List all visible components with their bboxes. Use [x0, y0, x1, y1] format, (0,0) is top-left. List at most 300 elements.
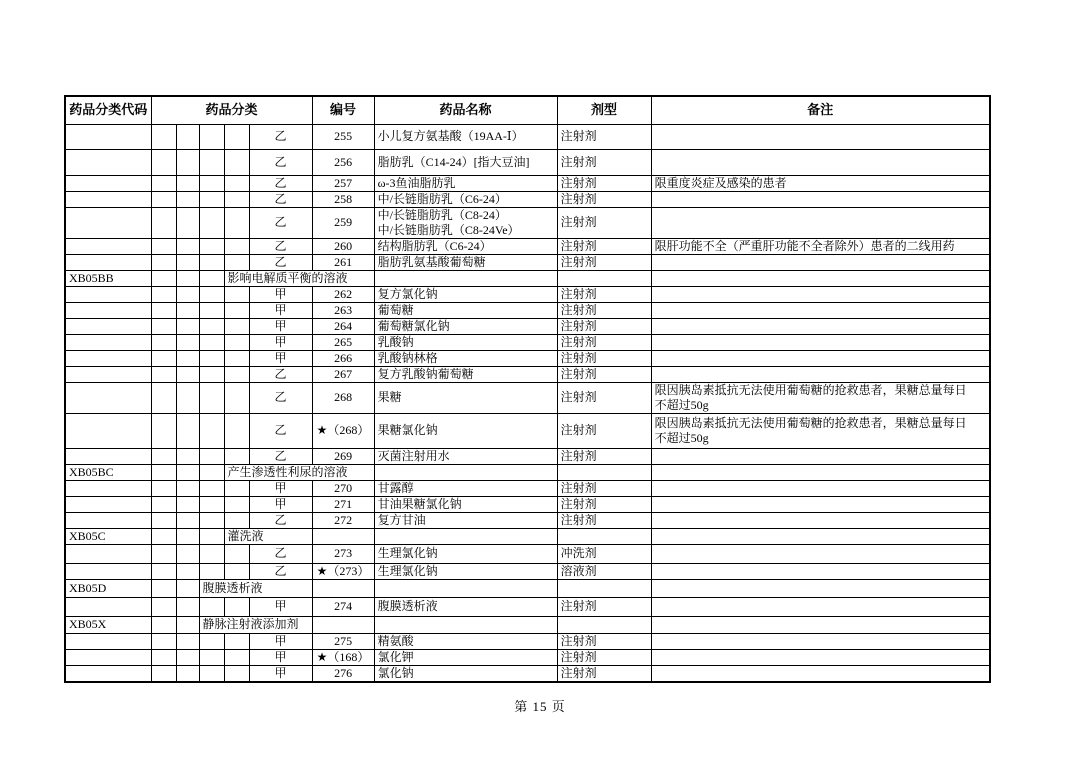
category-label-cell: 腹膜透析液: [199, 579, 312, 597]
indent-cell: [151, 238, 176, 254]
drug-row: [65, 366, 990, 382]
drug-row: [65, 512, 990, 528]
indent-cell: [151, 633, 176, 649]
drug-row: [65, 318, 990, 334]
indent-cell: [224, 597, 249, 616]
page-number: 第 15 页: [514, 699, 566, 714]
drug-row: [65, 302, 990, 318]
indent-cell: [224, 254, 249, 270]
name-cell: 果糖: [374, 382, 557, 413]
name-cell: 生理氯化钠: [374, 563, 557, 579]
indent-cell: [151, 350, 176, 366]
form-cell: 注射剂: [557, 496, 651, 512]
name-cell: 生理氯化钠: [374, 544, 557, 563]
indent-cell: [199, 512, 224, 528]
indent-cell: [176, 464, 199, 480]
code-cell: [65, 382, 151, 413]
category-row: [65, 270, 990, 286]
class-cell: 甲: [249, 286, 312, 302]
name-cell: [374, 579, 557, 597]
code-cell: [65, 191, 151, 207]
class-cell: 乙: [249, 563, 312, 579]
remark-cell: 限因胰岛素抵抗无法使用葡萄糖的抢救患者，果糖总量每日 不超过50g: [651, 413, 990, 448]
code-cell: [65, 448, 151, 464]
class-cell: 甲: [249, 302, 312, 318]
indent-cell: [151, 413, 176, 448]
number-cell: [312, 579, 374, 597]
class-cell: 甲: [249, 597, 312, 616]
name-cell: 葡萄糖氯化钠: [374, 318, 557, 334]
indent-cell: [176, 649, 199, 665]
indent-cell: [151, 597, 176, 616]
indent-cell: [199, 207, 224, 238]
form-cell: 注射剂: [557, 597, 651, 616]
class-cell: 乙: [249, 207, 312, 238]
class-cell: 乙: [249, 413, 312, 448]
indent-cell: [224, 448, 249, 464]
form-cell: [557, 579, 651, 597]
indent-cell: [151, 366, 176, 382]
header-form: 剂型: [557, 96, 651, 124]
form-cell: 注射剂: [557, 254, 651, 270]
indent-cell: [199, 633, 224, 649]
form-cell: [557, 270, 651, 286]
drug-row: [65, 544, 990, 563]
remark-cell: [651, 633, 990, 649]
header-number: 编号: [312, 96, 374, 124]
indent-cell: [224, 124, 249, 149]
name-cell: 氯化钠: [374, 665, 557, 682]
indent-cell: [224, 149, 249, 175]
indent-cell: [151, 563, 176, 579]
class-cell: 甲: [249, 350, 312, 366]
remark-cell: [651, 649, 990, 665]
category-row: [65, 528, 990, 544]
indent-cell: [151, 616, 176, 633]
form-cell: [557, 528, 651, 544]
category-row: [65, 579, 990, 597]
indent-cell: [151, 480, 176, 496]
name-cell: 中/长链脂肪乳（C6-24）: [374, 191, 557, 207]
indent-cell: [224, 544, 249, 563]
indent-cell: [176, 318, 199, 334]
code-cell: [65, 597, 151, 616]
indent-cell: [176, 597, 199, 616]
indent-cell: [199, 191, 224, 207]
indent-cell: [176, 350, 199, 366]
remark-cell: [651, 149, 990, 175]
indent-cell: [151, 334, 176, 350]
indent-cell: [176, 334, 199, 350]
class-cell: 乙: [249, 124, 312, 149]
indent-cell: [151, 149, 176, 175]
number-cell: 257: [312, 175, 374, 191]
number-cell: 260: [312, 238, 374, 254]
indent-cell: [176, 496, 199, 512]
remark-cell: [651, 191, 990, 207]
indent-cell: [151, 382, 176, 413]
indent-cell: [199, 597, 224, 616]
remark-cell: [651, 528, 990, 544]
drug-row: [65, 175, 990, 191]
indent-cell: [199, 480, 224, 496]
form-cell: 注射剂: [557, 366, 651, 382]
drug-row: [65, 496, 990, 512]
indent-cell: [176, 563, 199, 579]
form-cell: [557, 616, 651, 633]
indent-cell: [176, 665, 199, 682]
category-label-cell: 产生渗透性利尿的溶液: [224, 464, 374, 480]
drug-row: [65, 191, 990, 207]
drug-row: [65, 124, 990, 149]
remark-cell: [651, 207, 990, 238]
indent-cell: [151, 286, 176, 302]
indent-cell: [199, 270, 224, 286]
indent-cell: [199, 563, 224, 579]
remark-cell: [651, 270, 990, 286]
class-cell: 乙: [249, 544, 312, 563]
name-cell: 甘露醇: [374, 480, 557, 496]
name-cell: 复方甘油: [374, 512, 557, 528]
form-cell: 冲洗剂: [557, 544, 651, 563]
class-cell: 乙: [249, 366, 312, 382]
name-cell: 中/长链脂肪乳（C8-24） 中/长链脂肪乳（C8-24Ve）: [374, 207, 557, 238]
code-cell: XB05X: [65, 616, 151, 633]
drug-row: [65, 382, 990, 413]
indent-cell: [224, 366, 249, 382]
number-cell: ★（273）: [312, 563, 374, 579]
indent-cell: [224, 286, 249, 302]
form-cell: 注射剂: [557, 334, 651, 350]
remark-cell: [651, 616, 990, 633]
indent-cell: [151, 512, 176, 528]
drug-row: [65, 254, 990, 270]
code-cell: [65, 175, 151, 191]
indent-cell: [199, 334, 224, 350]
indent-cell: [224, 207, 249, 238]
name-cell: 腹膜透析液: [374, 597, 557, 616]
indent-cell: [224, 480, 249, 496]
remark-cell: 限重度炎症及感染的患者: [651, 175, 990, 191]
indent-cell: [151, 544, 176, 563]
class-cell: 甲: [249, 496, 312, 512]
indent-cell: [176, 149, 199, 175]
number-cell: 255: [312, 124, 374, 149]
drug-catalog-table: [64, 95, 991, 683]
form-cell: 注射剂: [557, 633, 651, 649]
drug-row: [65, 207, 990, 238]
indent-cell: [176, 616, 199, 633]
number-cell: 268: [312, 382, 374, 413]
remark-cell: [651, 512, 990, 528]
number-cell: 258: [312, 191, 374, 207]
form-cell: 注射剂: [557, 124, 651, 149]
indent-cell: [199, 302, 224, 318]
indent-cell: [224, 334, 249, 350]
form-cell: 注射剂: [557, 149, 651, 175]
form-cell: 注射剂: [557, 480, 651, 496]
number-cell: 259: [312, 207, 374, 238]
class-cell: 乙: [249, 238, 312, 254]
indent-cell: [176, 302, 199, 318]
class-cell: 甲: [249, 334, 312, 350]
indent-cell: [199, 318, 224, 334]
drug-row: [65, 350, 990, 366]
indent-cell: [151, 175, 176, 191]
code-cell: [65, 366, 151, 382]
indent-cell: [151, 665, 176, 682]
code-cell: [65, 633, 151, 649]
code-cell: [65, 512, 151, 528]
name-cell: 结构脂肪乳（C6-24）: [374, 238, 557, 254]
remark-cell: [651, 544, 990, 563]
class-cell: 乙: [249, 512, 312, 528]
code-cell: [65, 350, 151, 366]
number-cell: 276: [312, 665, 374, 682]
indent-cell: [199, 175, 224, 191]
remark-cell: [651, 366, 990, 382]
remark-cell: [651, 254, 990, 270]
form-cell: 溶液剂: [557, 563, 651, 579]
table-header: [65, 96, 990, 124]
indent-cell: [151, 496, 176, 512]
indent-cell: [151, 579, 176, 597]
drug-row: [65, 665, 990, 682]
indent-cell: [176, 124, 199, 149]
drug-row: [65, 649, 990, 665]
code-cell: [65, 480, 151, 496]
remark-cell: [651, 302, 990, 318]
indent-cell: [224, 413, 249, 448]
indent-cell: [176, 382, 199, 413]
indent-cell: [151, 464, 176, 480]
drug-row: [65, 149, 990, 175]
remark-cell: [651, 448, 990, 464]
indent-cell: [176, 254, 199, 270]
number-cell: 272: [312, 512, 374, 528]
indent-cell: [176, 286, 199, 302]
number-cell: 261: [312, 254, 374, 270]
indent-cell: [151, 207, 176, 238]
drug-row: [65, 448, 990, 464]
code-cell: [65, 238, 151, 254]
form-cell: 注射剂: [557, 350, 651, 366]
code-cell: [65, 665, 151, 682]
form-cell: 注射剂: [557, 207, 651, 238]
indent-cell: [176, 480, 199, 496]
number-cell: 270: [312, 480, 374, 496]
indent-cell: [224, 382, 249, 413]
class-cell: 乙: [249, 382, 312, 413]
category-label-cell: 静脉注射液添加剂: [199, 616, 312, 633]
number-cell: 262: [312, 286, 374, 302]
drug-row: [65, 633, 990, 649]
remark-cell: [651, 665, 990, 682]
drug-row: [65, 286, 990, 302]
indent-cell: [224, 649, 249, 665]
indent-cell: [199, 366, 224, 382]
indent-cell: [176, 207, 199, 238]
name-cell: [374, 270, 557, 286]
class-cell: 乙: [249, 448, 312, 464]
number-cell: ★（168）: [312, 649, 374, 665]
indent-cell: [224, 496, 249, 512]
indent-cell: [224, 191, 249, 207]
code-cell: [65, 496, 151, 512]
indent-cell: [224, 633, 249, 649]
indent-cell: [224, 563, 249, 579]
code-cell: [65, 544, 151, 563]
class-cell: 乙: [249, 191, 312, 207]
indent-cell: [199, 382, 224, 413]
indent-cell: [151, 124, 176, 149]
indent-cell: [199, 286, 224, 302]
class-cell: 甲: [249, 318, 312, 334]
class-cell: 乙: [249, 175, 312, 191]
drug-row: [65, 480, 990, 496]
form-cell: 注射剂: [557, 191, 651, 207]
remark-cell: [651, 579, 990, 597]
indent-cell: [176, 528, 199, 544]
name-cell: 甘油果糖氯化钠: [374, 496, 557, 512]
number-cell: [312, 616, 374, 633]
remark-cell: [651, 286, 990, 302]
header-category: 药品分类: [151, 96, 312, 124]
indent-cell: [199, 649, 224, 665]
code-cell: XB05D: [65, 579, 151, 597]
indent-cell: [151, 649, 176, 665]
name-cell: 灭菌注射用水: [374, 448, 557, 464]
indent-cell: [199, 544, 224, 563]
indent-cell: [176, 512, 199, 528]
indent-cell: [199, 254, 224, 270]
number-cell: ★（268）: [312, 413, 374, 448]
code-cell: [65, 563, 151, 579]
indent-cell: [199, 124, 224, 149]
indent-cell: [176, 191, 199, 207]
number-cell: 266: [312, 350, 374, 366]
indent-cell: [151, 318, 176, 334]
indent-cell: [199, 350, 224, 366]
name-cell: [374, 528, 557, 544]
header-remark: 备注: [651, 96, 990, 124]
indent-cell: [176, 175, 199, 191]
form-cell: 注射剂: [557, 382, 651, 413]
form-cell: 注射剂: [557, 318, 651, 334]
number-cell: 274: [312, 597, 374, 616]
indent-cell: [224, 318, 249, 334]
remark-cell: 限因胰岛素抵抗无法使用葡萄糖的抢救患者，果糖总量每日 不超过50g: [651, 382, 990, 413]
indent-cell: [176, 413, 199, 448]
remark-cell: [651, 318, 990, 334]
name-cell: [374, 616, 557, 633]
name-cell: 精氨酸: [374, 633, 557, 649]
code-cell: [65, 302, 151, 318]
number-cell: 263: [312, 302, 374, 318]
code-cell: XB05BB: [65, 270, 151, 286]
remark-cell: 限肝功能不全（严重肝功能不全者除外）患者的二线用药: [651, 238, 990, 254]
indent-cell: [199, 448, 224, 464]
code-cell: [65, 124, 151, 149]
name-cell: 葡萄糖: [374, 302, 557, 318]
code-cell: [65, 334, 151, 350]
name-cell: 果糖氯化钠: [374, 413, 557, 448]
remark-cell: [651, 480, 990, 496]
class-cell: 乙: [249, 149, 312, 175]
category-row: [65, 464, 990, 480]
class-cell: 甲: [249, 649, 312, 665]
code-cell: [65, 318, 151, 334]
name-cell: 小儿复方氨基酸（19AA-Ⅰ）: [374, 124, 557, 149]
form-cell: 注射剂: [557, 286, 651, 302]
drug-row: [65, 238, 990, 254]
name-cell: 复方乳酸钠葡萄糖: [374, 366, 557, 382]
number-cell: 265: [312, 334, 374, 350]
indent-cell: [151, 254, 176, 270]
table-body: [65, 124, 990, 682]
header-name: 药品名称: [374, 96, 557, 124]
name-cell: 乳酸钠: [374, 334, 557, 350]
remark-cell: [651, 496, 990, 512]
drug-row: [65, 334, 990, 350]
indent-cell: [224, 238, 249, 254]
number-cell: 273: [312, 544, 374, 563]
header-code: 药品分类代码: [65, 96, 151, 124]
form-cell: 注射剂: [557, 649, 651, 665]
drug-row: [65, 413, 990, 448]
indent-cell: [199, 149, 224, 175]
name-cell: 乳酸钠林格: [374, 350, 557, 366]
code-cell: [65, 149, 151, 175]
form-cell: 注射剂: [557, 302, 651, 318]
number-cell: 275: [312, 633, 374, 649]
form-cell: 注射剂: [557, 665, 651, 682]
indent-cell: [151, 270, 176, 286]
name-cell: 脂肪乳（C14-24）[指大豆油]: [374, 149, 557, 175]
indent-cell: [199, 665, 224, 682]
indent-cell: [224, 175, 249, 191]
form-cell: 注射剂: [557, 413, 651, 448]
remark-cell: [651, 350, 990, 366]
drug-row: [65, 597, 990, 616]
indent-cell: [224, 665, 249, 682]
indent-cell: [224, 302, 249, 318]
indent-cell: [151, 191, 176, 207]
code-cell: XB05BC: [65, 464, 151, 480]
indent-cell: [176, 366, 199, 382]
number-cell: [312, 528, 374, 544]
indent-cell: [176, 633, 199, 649]
remark-cell: [651, 124, 990, 149]
indent-cell: [176, 544, 199, 563]
class-cell: 甲: [249, 633, 312, 649]
indent-cell: [176, 579, 199, 597]
form-cell: 注射剂: [557, 175, 651, 191]
indent-cell: [224, 512, 249, 528]
indent-cell: [176, 448, 199, 464]
drug-row: [65, 563, 990, 579]
indent-cell: [199, 413, 224, 448]
number-cell: 256: [312, 149, 374, 175]
indent-cell: [224, 350, 249, 366]
class-cell: 甲: [249, 665, 312, 682]
category-row: [65, 616, 990, 633]
code-cell: [65, 649, 151, 665]
remark-cell: [651, 334, 990, 350]
number-cell: 264: [312, 318, 374, 334]
code-cell: XB05C: [65, 528, 151, 544]
class-cell: 甲: [249, 480, 312, 496]
